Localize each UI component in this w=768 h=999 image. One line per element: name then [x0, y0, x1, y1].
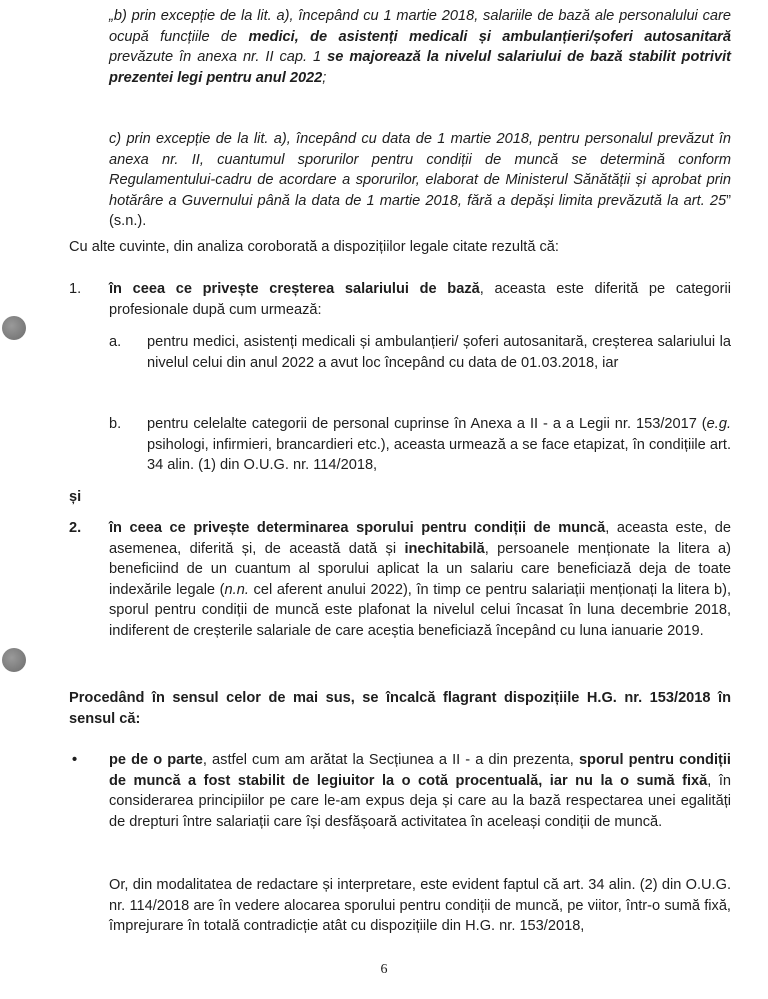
bullet-paragraph: pe de o parte, astfel cum am arătat la Secțiunea a II - a din prezenta, sporul pentru condiții de muncă a fost stabilit de legiuitor la o cotă procentuală, iar nu la o sumă fixă, în considerarea principiilor pe care le-am expus deja și care au la bază respectarea unei egalități de drepturi între salariații care își desfășoară activitatea în aceleași condiții de muncă. — [109, 752, 731, 830]
item-1b-label: b. — [109, 416, 122, 432]
item-1-number: 1. — [69, 281, 82, 297]
item-1-text: în ceea ce privește creșterea salariului de bază, aceasta este diferită pe categorii profesionale după cum urmează: — [109, 281, 731, 318]
item-2-text: în ceea ce privește determinarea sporului pentru condiții de muncă, aceasta este, de asemenea, diferită și, de această dată și inechitabilă, persoanele menționate la litera a) beneficiind de un cuantum al sporului aplicat la un salariu care beneficiază deja de toate indexările legale (n.n. cel aferent anului 2022), în timp ce pentru salariații menționați la litera b), sporul pentru condiții de muncă este plafonat la nivelul celui încasat în luna decembrie 2018, indiferent de creșterile salariale de care aceștia beneficiază începând cu luna ianuarie 2019. — [109, 520, 731, 639]
quote-paragraph-b: „b) prin excepție de la lit. a), începând cu 1 martie 2018, salariile de bază ale personalului care ocupă funcțiile de medici, de asistenți medicali și ambulanțieri/șoferi autosanitară prevăzute în anexa nr. II cap. 1 se majorează la nivelul salariului de bază stabilit potrivit prezentei legi pentru anul 2022; — [109, 8, 731, 86]
item-1b-text: pentru celelalte categorii de personal cuprinse în Anexa a II - a a Legii nr. 153/2017 (e.g. psihologi, infirmieri, brancardieri etc.), aceasta urmează a se face etapizat, în condițiile art. 34 alin. (1) din O.U.G. nr. 114/2018, — [147, 416, 731, 474]
conjunction-si: și — [69, 489, 82, 505]
item-1a-label: a. — [109, 334, 122, 350]
section-heading: Procedând în sensul celor de mai sus, se încalcă flagrant dispozițiile H.G. nr. 153/2018 în sensul că: — [69, 690, 731, 727]
punch-hole — [2, 648, 26, 672]
page-number: 6 — [380, 962, 388, 977]
punch-hole — [2, 316, 26, 340]
bullet-icon: • — [72, 752, 78, 768]
or-paragraph: Or, din modalitatea de redactare și interpretare, este evident faptul că art. 34 alin. (2) din O.U.G. nr. 114/2018 are în vedere alocarea sporului pentru condiții de muncă, pe viitor, într-o sumă fixă, împrejurare în totală contradicție atât cu dispozițiile din H.G. nr. 153/2018, — [109, 877, 731, 935]
quote-paragraph-c: c) prin excepție de la lit. a), începând cu data de 1 martie 2018, pentru personalul prevăzut în anexa nr. II, cuantumul sporurilor pentru condiții de muncă se determină conform Regulamentului-cadru de acordare a sporurilor, elaborat de Ministerul Sănătății și aprobat prin hotărâre a Guvernului până la data de 1 martie 2018, fără a depăși limita prevăzută la art. 25” (s.n.). — [109, 131, 731, 230]
item-2-number: 2. — [69, 520, 82, 536]
intro-paragraph: Cu alte cuvinte, din analiza coroborată a dispozițiilor legale citate rezultă că: — [69, 239, 559, 255]
item-1a-text: pentru medici, asistenți medicali și ambulanțieri/ șoferi autosanitară, creșterea salariului la nivelul celui din anul 2022 a avut loc începând cu data de 01.03.2018, iar — [147, 334, 731, 371]
